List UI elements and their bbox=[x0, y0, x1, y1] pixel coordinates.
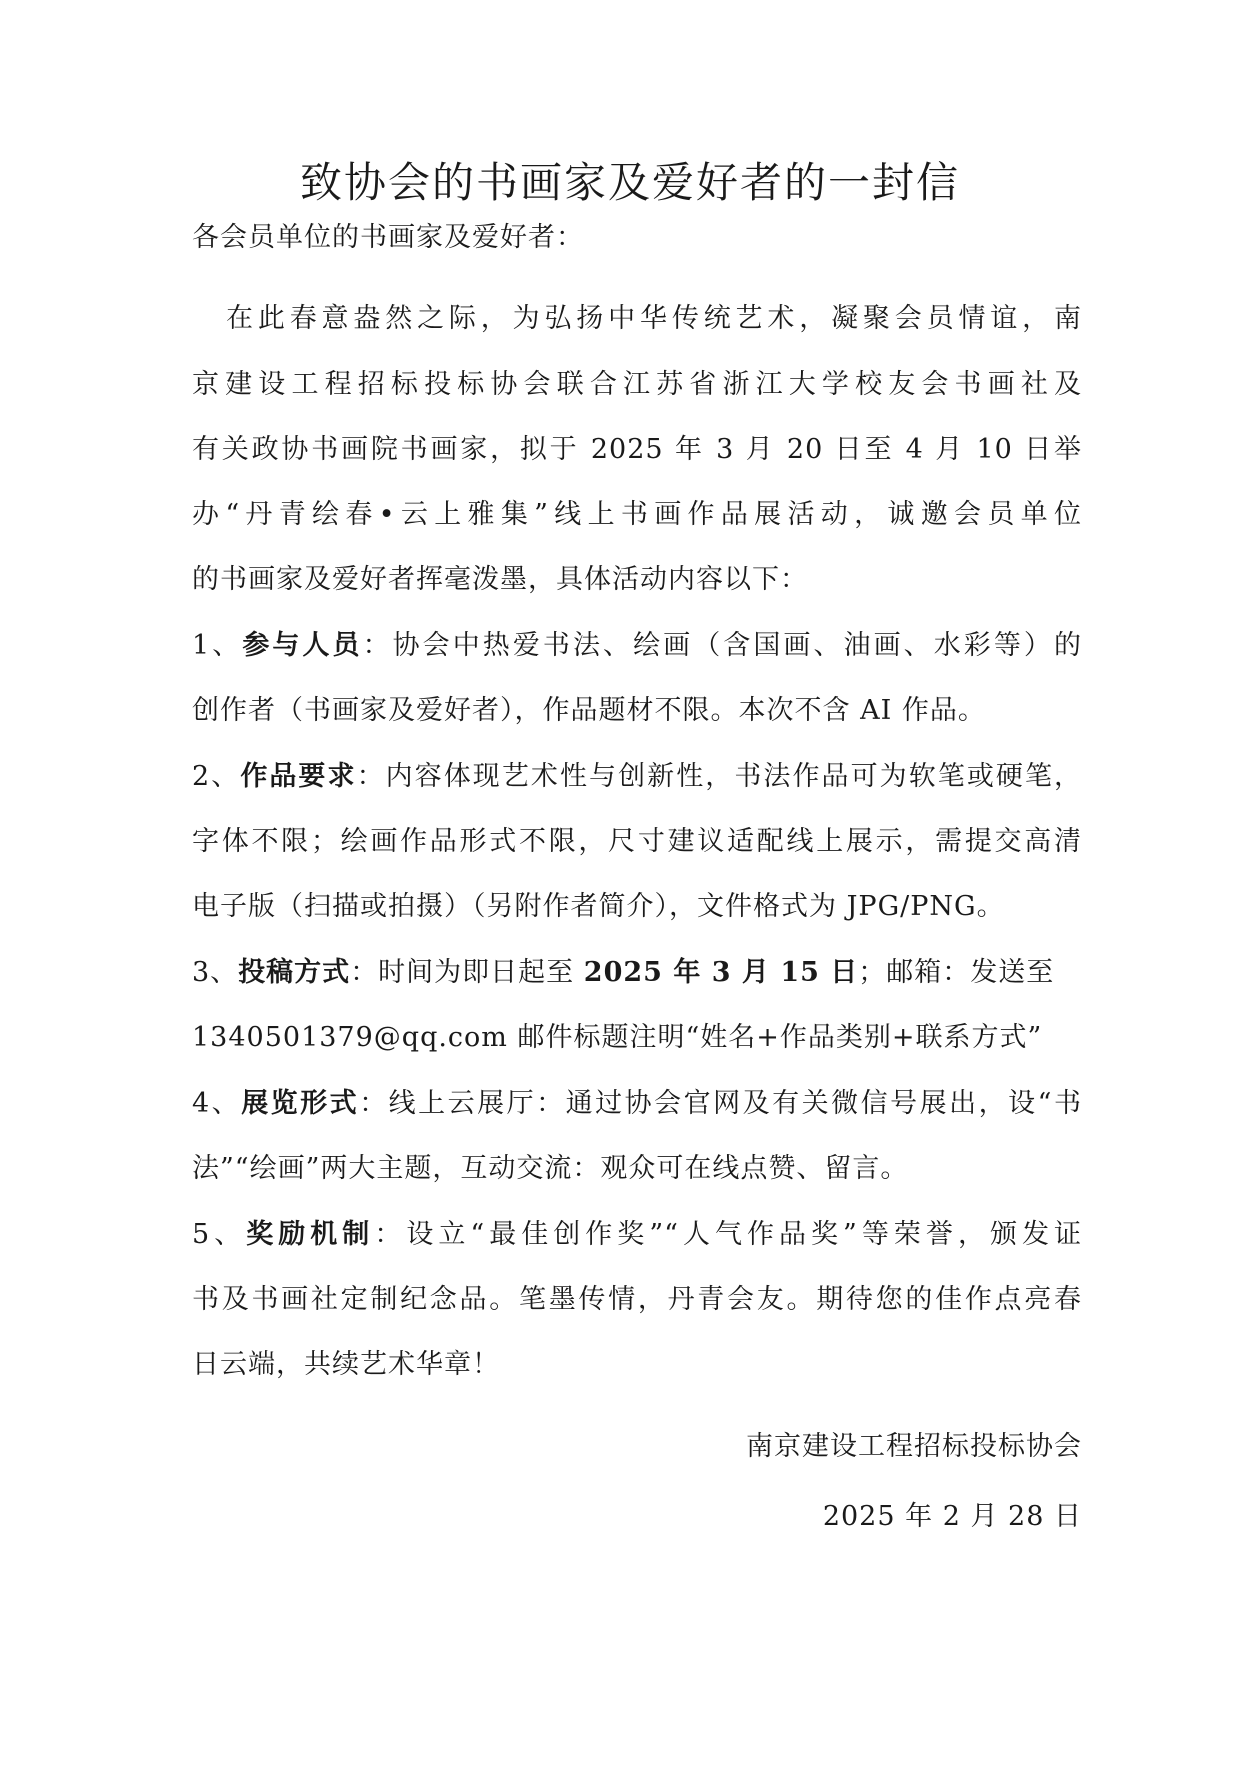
item-5-line-3: 日云端，共续艺术华章！ bbox=[192, 1349, 500, 1380]
intro-line-4: 办“丹青绘春•云上雅集”线上书画作品展活动，诚邀会员单位 bbox=[192, 499, 1082, 530]
item-3-deadline: 2025 年 3 月 15 日 bbox=[583, 957, 859, 988]
intro-line-1: 在此春意盎然之际，为弘扬中华传统艺术，凝聚会员情谊，南 bbox=[226, 303, 1082, 334]
item-5-label: 5、 bbox=[192, 1219, 247, 1250]
item-4-text: ：线上云展厅：通过协会官网及有关微信号展出，设“书 bbox=[359, 1088, 1082, 1119]
intro-line-2: 京建设工程招标投标协会联合江苏省浙江大学校友会书画社及 bbox=[192, 369, 1082, 400]
salutation: 各会员单位的书画家及爱好者： bbox=[192, 222, 584, 253]
item-3-line-1 bbox=[192, 953, 1082, 993]
item-1-text: ：协会中热爱书法、绘画（含国画、油画、水彩等）的 bbox=[362, 630, 1082, 661]
item-5-line-2: 书及书画社定制纪念品。笔墨传情，丹青会友。期待您的佳作点亮春 bbox=[192, 1284, 1082, 1315]
signature-date: 2025 年 2 月 28 日 bbox=[822, 1501, 1082, 1532]
letter-title: 致协会的书画家及爱好者的一封信 bbox=[299, 158, 960, 207]
item-3-label: 3、 bbox=[192, 957, 239, 988]
item-4-heading: 展览形式 bbox=[241, 1088, 360, 1119]
intro-line-5: 的书画家及爱好者挥毫泼墨，具体活动内容以下： bbox=[192, 564, 808, 595]
signature-org: 南京建设工程招标投标协会 bbox=[746, 1431, 1082, 1462]
item-3-text-c: ；邮箱：发送至 bbox=[858, 957, 1055, 988]
intro-line-3: 有关政协书画院书画家，拟于 2025 年 3 月 20 日至 4 月 10 日举 bbox=[192, 434, 1082, 465]
item-4-line-2: 法”“绘画”两大主题，互动交流：观众可在线点赞、留言。 bbox=[192, 1153, 909, 1184]
item-5-heading: 奖励机制 bbox=[246, 1219, 375, 1250]
item-2-text: ：内容体现艺术性与创新性，书法作品可为软笔或硬笔， bbox=[356, 761, 1083, 792]
item-1-label: 1、 bbox=[192, 630, 243, 661]
item-2-label: 2、 bbox=[192, 761, 241, 792]
item-1-heading: 参与人员 bbox=[242, 630, 363, 661]
item-3-line-2: 1340501379@qq.com 邮件标题注明“姓名+作品类别+联系方式” bbox=[192, 1022, 1043, 1053]
item-3-text-a: ：时间为即日起至 bbox=[350, 957, 584, 988]
item-3-heading: 投稿方式 bbox=[238, 957, 351, 988]
item-1-line-1 bbox=[192, 626, 1082, 666]
item-2-line-2: 字体不限；绘画作品形式不限，尺寸建议适配线上展示，需提交高清 bbox=[192, 826, 1082, 857]
item-1-line-2: 创作者（书画家及爱好者），作品题材不限。本次不含 AI 作品。 bbox=[192, 695, 986, 726]
item-2-line-1 bbox=[192, 757, 1082, 797]
item-2-heading: 作品要求 bbox=[240, 761, 357, 792]
item-2-line-3: 电子版（扫描或拍摄）（另附作者简介），文件格式为 JPG/PNG。 bbox=[192, 891, 1005, 922]
item-4-label: 4、 bbox=[192, 1088, 242, 1119]
item-5-text: ：设立“最佳创作奖”“人气作品奖”等荣誉，颁发证 bbox=[374, 1219, 1083, 1250]
item-4-line-1 bbox=[192, 1084, 1082, 1124]
item-5-line-1 bbox=[192, 1215, 1082, 1255]
